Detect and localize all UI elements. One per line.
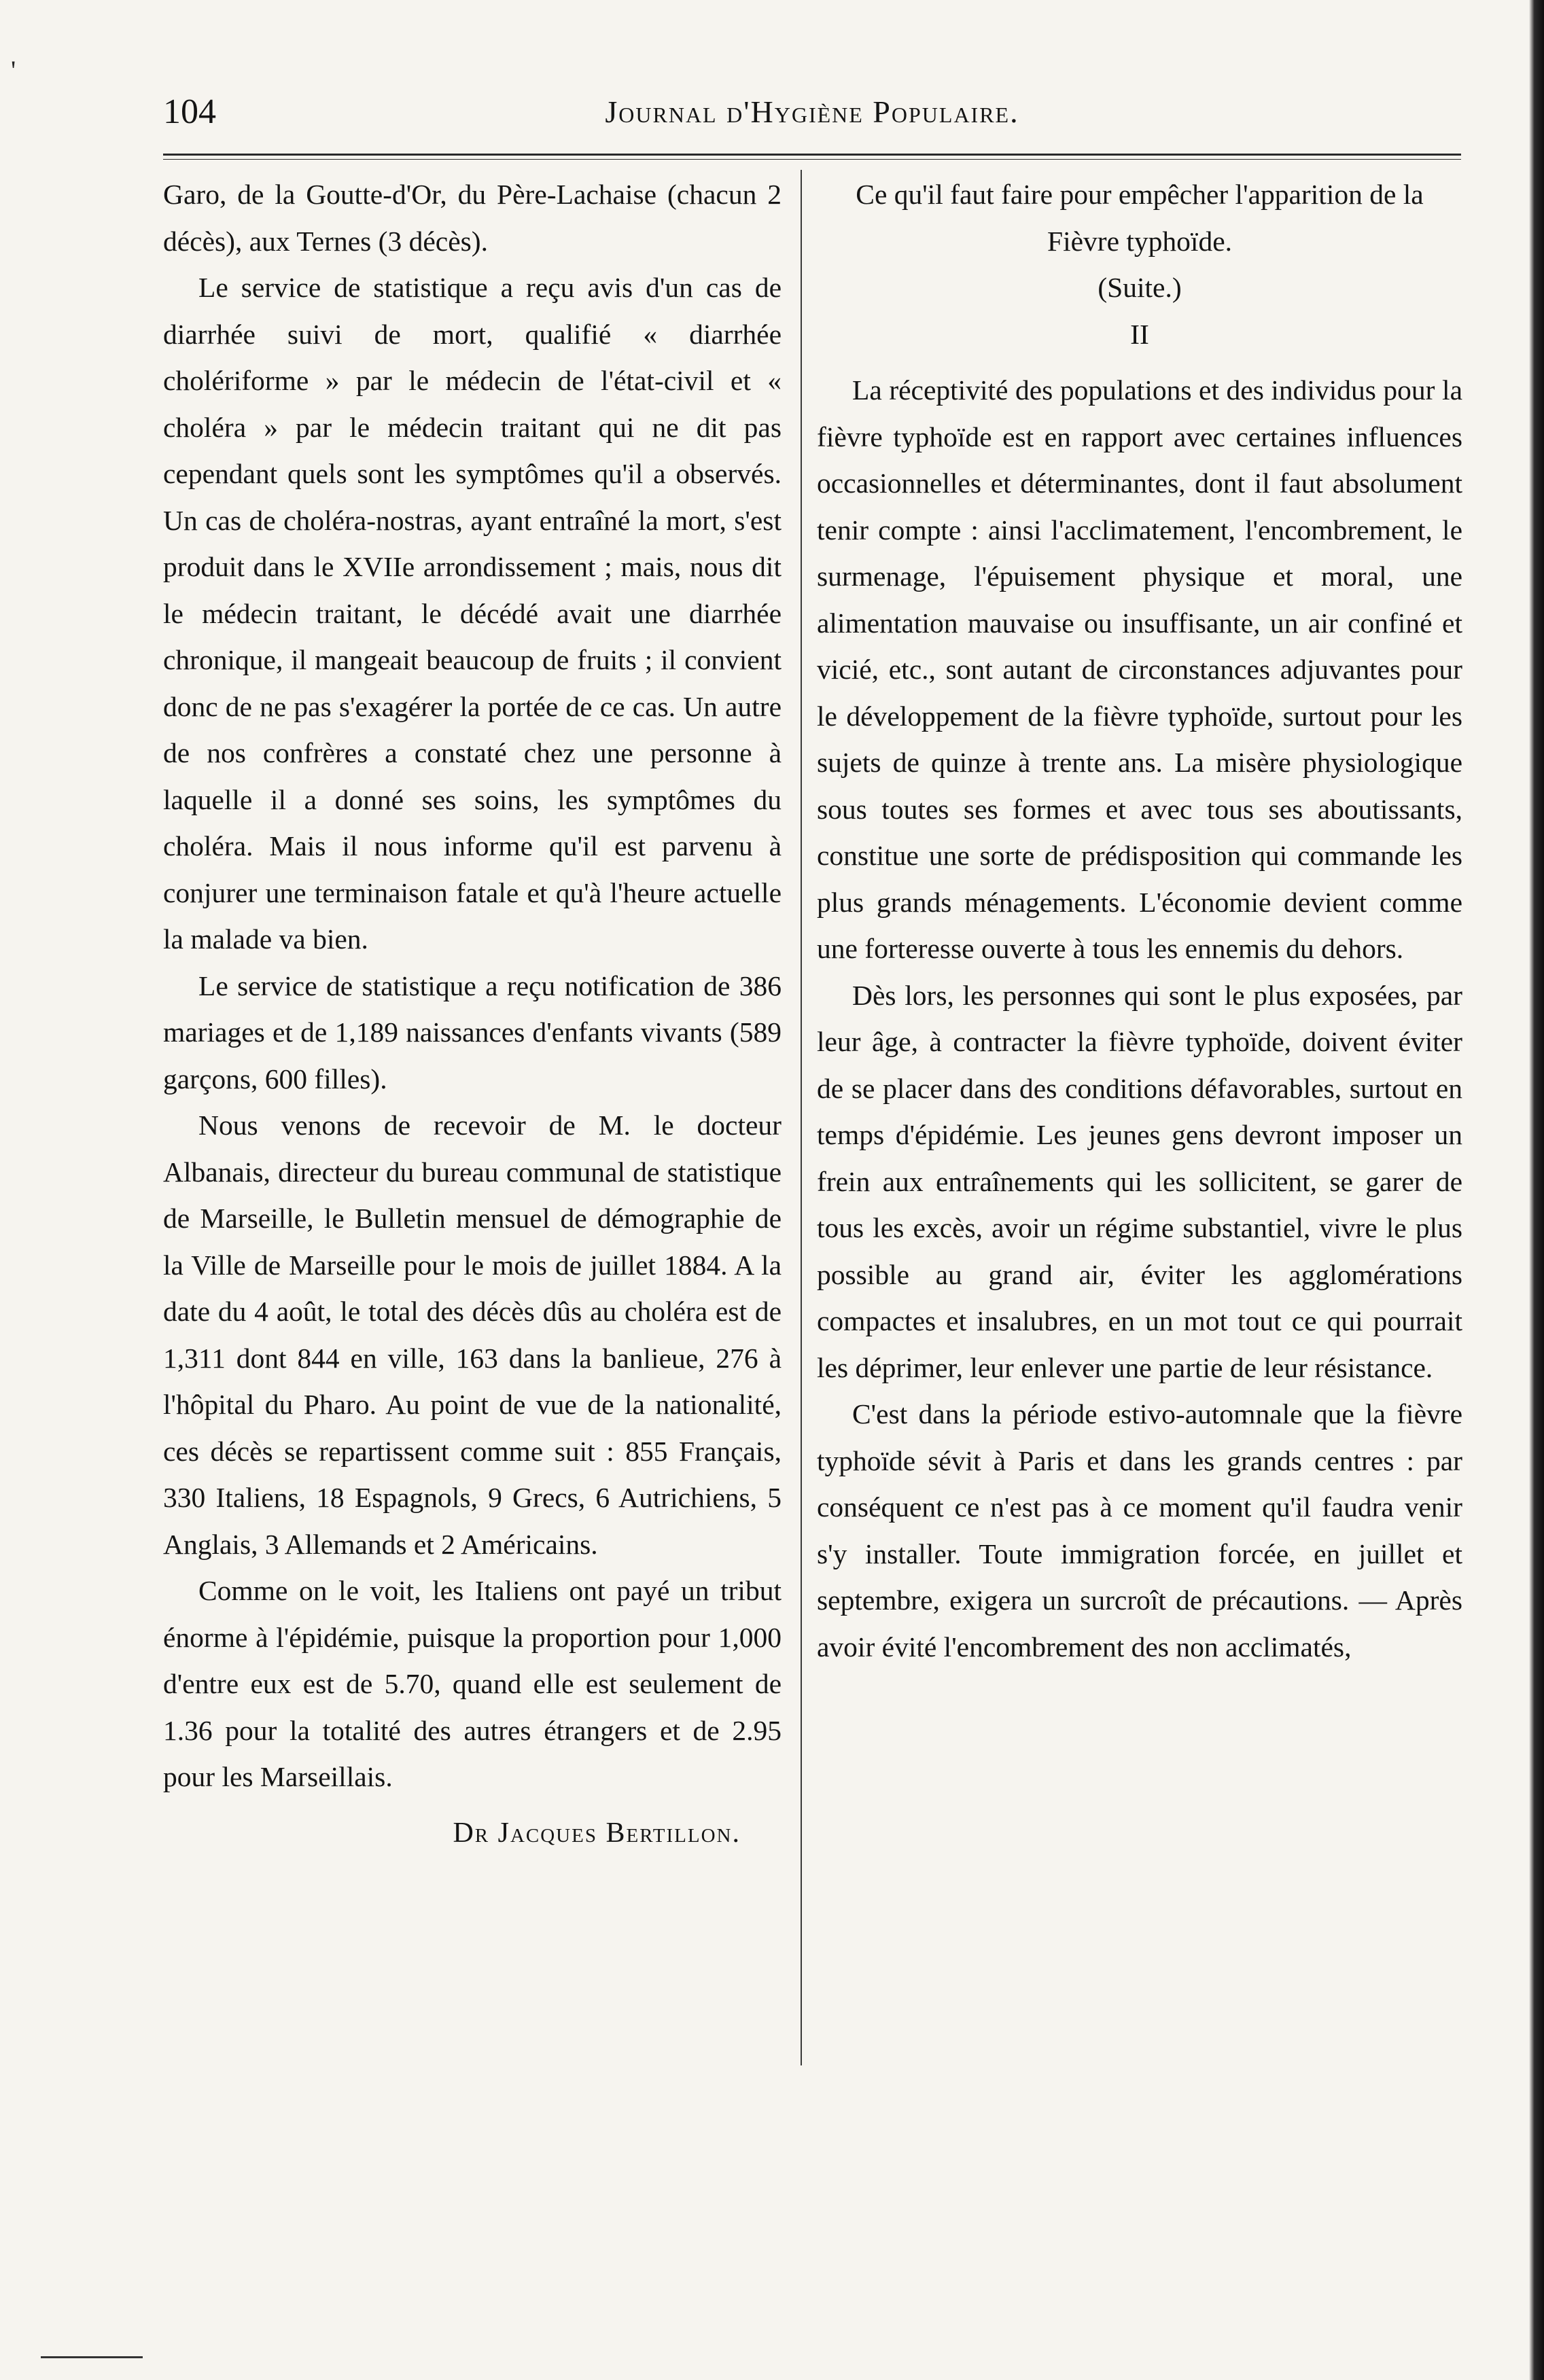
header-rule — [163, 154, 1461, 156]
right-paragraph-3: C'est dans la période estivo-automnale que la fièvre typhoïde sévit à Paris et dans les grands centres : par conséquent ce n'est pas à ce moment qu'il faudra venir s'y installer. Toute immigration forcée, en juillet et septembre, exigera un surcroît de précautions. — Après avoir évité l'encombrement des non acclimatés, — [817, 1398, 1462, 1663]
left-paragraph-1: Garo, de la Goutte-d'Or, du Père-Lachaise (chacun 2 décès), aux Ternes (3 décès). — [163, 179, 782, 257]
left-paragraph-5: Comme on le voit, les Italiens ont payé un tribut énorme à l'épidémie, puisque la proportion pour 1,000 d'entre eux est de 5.70, quand elle est seulement de 1.36 pour la totalité des autres étrangers et de 2.95 pour les Marseillais. — [163, 1575, 782, 1792]
article-title: Ce qu'il faut faire pour empêcher l'apparition de la Fièvre typhoïde. — [856, 179, 1424, 257]
running-title: Journal d'Hygiène Populaire. — [605, 94, 1019, 129]
page-header — [163, 88, 1461, 143]
page-number: 104 — [163, 92, 216, 131]
author-signature: Dr Jacques Bertillon. — [453, 1817, 741, 1849]
footer-rule — [41, 2356, 143, 2358]
right-paragraph-1: La réceptivité des populations et des individus pour la fièvre typhoïde est en rapport avec certaines influences occasionnelles et déterminantes, dont il faut absolument tenir compte : ainsi l'acclimatement, l'encombrement, le surmenage, l'épuisement physique et moral, une alimentation mauvaise ou insuffisante, un air confiné et vicié, etc., sont autant de circonstances adjuvantes pour le développement de la fièvre typhoïde, surtout pour les sujets de quinze à trente ans. La misère physiologique sous toutes ses formes et avec tous ses aboutissants, constitue une sorte de prédisposition qui commande les plus grands ménagements. L'économie devient comme une forteresse ouverte à tous les ennemis du dehors. — [817, 374, 1462, 964]
column-divider — [801, 170, 802, 2065]
article-subtitle: (Suite.) — [1098, 272, 1182, 303]
section-numeral: II — [1130, 318, 1149, 350]
left-paragraph-2: Le service de statistique a reçu avis d'un cas de diarrhée suivi de mort, qualifié « diarrhée cholériforme » par le médecin de l'état-civil et « choléra » par le médecin traitant qui ne dit pas cependant quels sont les symptômes qu'il a observés. Un cas de choléra-nostras, ayant entraîné la mort, s'est produit dans le XVIIe arrondissement ; mais, nous dit le médecin traitant, le décédé avait une diarrhée chronique, il mangeait beaucoup de fruits ; il convient donc de ne pas s'exagérer la portée de ce cas. Un autre de nos confrères a constaté chez une personne à laquelle il a donné ses soins, les symptômes du choléra. Mais il nous informe qu'il est parvenu à conjurer une terminaison fatale et qu'à l'heure actuelle la malade va bien. — [163, 272, 782, 955]
margin-mark-top-left: ' — [11, 55, 16, 86]
right-paragraph-2: Dès lors, les personnes qui sont le plus exposées, par leur âge, à contracter la fièvre typhoïde, doivent éviter de se placer dans des conditions défavorables, surtout en temps d'épidémie. Les jeunes gens devront imposer un frein aux entraînements qui les sollicitent, se garer de tous les excès, avoir un régime substantiel, vivre le plus possible au grand air, éviter les agglomérations compactes et insalubres, en un mot tout ce qui pourrait les déprimer, leur enlever une partie de leur résistance. — [817, 979, 1462, 1383]
left-column — [163, 171, 782, 1856]
binding-edge — [1529, 0, 1544, 2380]
left-paragraph-3: Le service de statistique a reçu notification de 386 mariages et de 1,189 naissances d'enfants vivants (589 garçons, 600 filles). — [163, 970, 782, 1095]
right-column — [817, 171, 1462, 1670]
left-paragraph-4: Nous venons de recevoir de M. le docteur Albanais, directeur du bureau communal de statistique de Marseille, le Bulletin mensuel de démographie de la Ville de Marseille pour le mois de juillet 1884. A la date du 4 août, le total des décès dûs au choléra est de 1,311 dont 844 en ville, 163 dans la banlieue, 276 à l'hôpital du Pharo. Au point de vue de la nationalité, ces décès se repartissent comme suit : 855 Français, 330 Italiens, 18 Espagnols, 9 Grecs, 6 Autrichiens, 5 Anglais, 3 Allemands et 2 Américains. — [163, 1109, 782, 1560]
header-rule-secondary — [163, 159, 1461, 160]
